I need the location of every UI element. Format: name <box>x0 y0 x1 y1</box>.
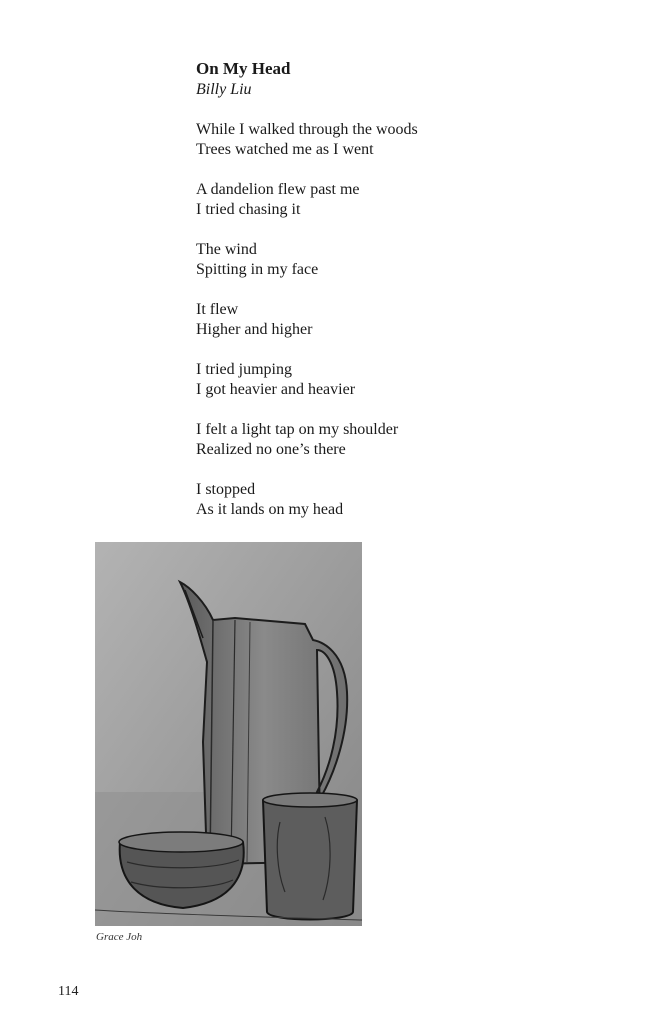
poem-line: Realized no one’s there <box>196 441 346 458</box>
stanza <box>196 300 596 340</box>
poem-line: I stopped <box>196 481 256 498</box>
artwork-caption: Grace Joh <box>96 931 143 943</box>
stanza <box>196 180 596 220</box>
poem-line: Spitting in my face <box>196 261 319 278</box>
poem-line: I tried jumping <box>196 361 292 378</box>
poem-line: I got heavier and heavier <box>196 381 356 398</box>
poem-line: Trees watched me as I went <box>196 141 374 158</box>
stanza <box>196 420 596 460</box>
poem-line: The wind <box>196 241 257 258</box>
stanza <box>196 120 596 160</box>
poem-line: It flew <box>196 301 239 318</box>
poem-line: While I walked through the woods <box>196 121 418 138</box>
poem-line: I tried chasing it <box>196 201 301 218</box>
still-life-artwork <box>95 542 362 926</box>
poem <box>196 58 596 540</box>
poem-line: As it lands on my head <box>196 501 344 518</box>
poem-author: Billy Liu <box>196 81 252 98</box>
stanza <box>196 480 596 520</box>
poem-line: I felt a light tap on my shoulder <box>196 421 399 438</box>
stanza <box>196 360 596 400</box>
poem-line: A dandelion flew past me <box>196 181 360 198</box>
stanza <box>196 240 596 280</box>
page-number: 114 <box>58 984 79 999</box>
pitcher-illustration <box>95 542 362 926</box>
poem-title: On My Head <box>196 59 291 78</box>
poem-line: Higher and higher <box>196 321 313 338</box>
